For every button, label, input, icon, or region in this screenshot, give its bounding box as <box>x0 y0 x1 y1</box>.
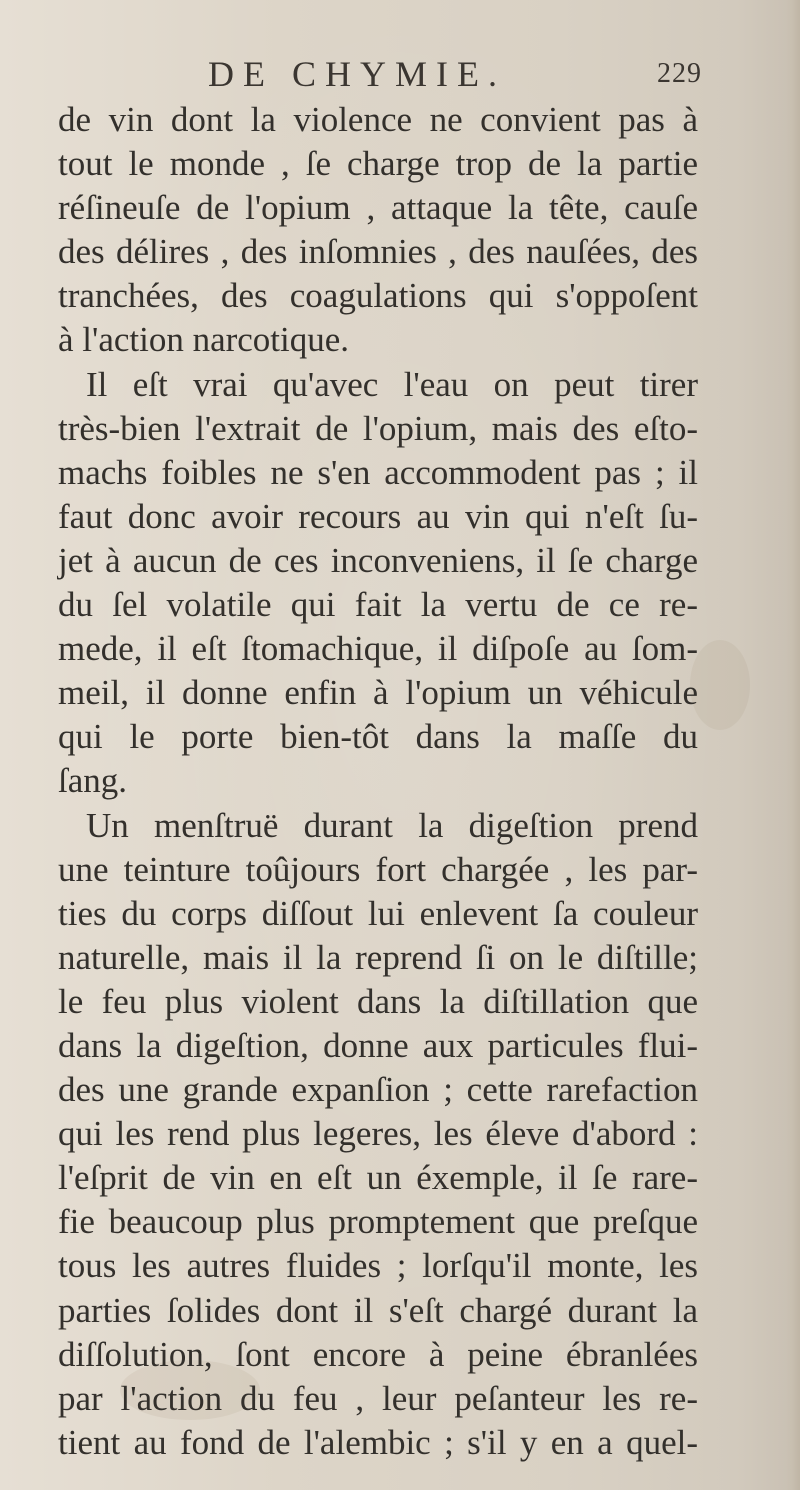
text-line: ſang. <box>58 761 128 801</box>
text-line: dans la digeſtion, donne aux particules flui- <box>58 1025 698 1065</box>
text-line: Un menſtruë durant la digeſtion prend <box>86 805 698 845</box>
page-header <box>60 52 710 102</box>
text-line: qui le porte bien-tôt dans la maſſe du <box>58 717 698 757</box>
text-line: parties ſolides dont il s'eſt chargé durant la <box>58 1290 698 1330</box>
text-line: Il eſt vrai qu'avec l'eau on peut tirer <box>86 364 698 404</box>
page-edge <box>786 0 800 1490</box>
paper-stain <box>690 640 750 730</box>
text-line: l'eſprit de vin en eſt un éxemple, il ſe rare- <box>58 1158 698 1198</box>
text-line: faut donc avoir recours au vin qui n'eſt ſu- <box>58 496 698 536</box>
text-line: meil, il donne enfin à l'opium un véhicule <box>58 673 698 713</box>
text-line: réſineuſe de l'opium , attaque la tête, cauſe <box>58 188 698 228</box>
text-line: par l'action du feu , leur peſanteur les re- <box>58 1378 698 1418</box>
page-number: 229 <box>657 58 702 89</box>
text-line: mede, il eſt ſtomachique, il diſpoſe au ſom- <box>58 629 698 669</box>
text-line: le feu plus violent dans la diſtillation que <box>58 981 698 1021</box>
running-title: DE CHYMIE. <box>208 54 506 94</box>
text-line: de vin dont la violence ne convient pas à <box>58 100 698 139</box>
text-line: ties du corps diſſout lui enlevent ſa couleur <box>58 893 698 933</box>
text-line: très-bien l'extrait de l'opium, mais des eſto- <box>58 408 698 448</box>
body-text <box>58 98 698 1465</box>
text-line: des une grande expanſion ; cette rarefaction <box>58 1070 698 1110</box>
text-line: tranchées, des coagulations qui s'oppoſent <box>58 276 698 316</box>
text-line: jet à aucun de ces inconveniens, il ſe charge <box>58 540 698 580</box>
text-line: du ſel volatile qui fait la vertu de ce re- <box>58 585 698 625</box>
text-line: qui les rend plus legeres, les éleve d'abord : <box>58 1114 698 1154</box>
text-line: des délires , des inſomnies , des nauſées, des <box>58 232 698 272</box>
text-line: tout le monde , ſe charge trop de la partie <box>58 144 698 184</box>
text-line: diſſolution, ſont encore à peine ébranlées <box>58 1334 698 1374</box>
text-line: tous les autres fluides ; lorſqu'il monte, les <box>58 1246 698 1286</box>
text-line: machs foibles ne s'en accommodent pas ; il <box>58 452 698 492</box>
text-line: fie beaucoup plus promptement que preſque <box>58 1202 698 1242</box>
text-line: tient au fond de l'alembic ; s'il y en a quel- <box>58 1422 698 1462</box>
text-line: à l'action narcotique. <box>58 320 350 360</box>
text-line: naturelle, mais il la reprend ſi on le diſtille; <box>58 937 698 977</box>
text-line: une teinture toûjours fort chargée , les par- <box>58 849 698 889</box>
